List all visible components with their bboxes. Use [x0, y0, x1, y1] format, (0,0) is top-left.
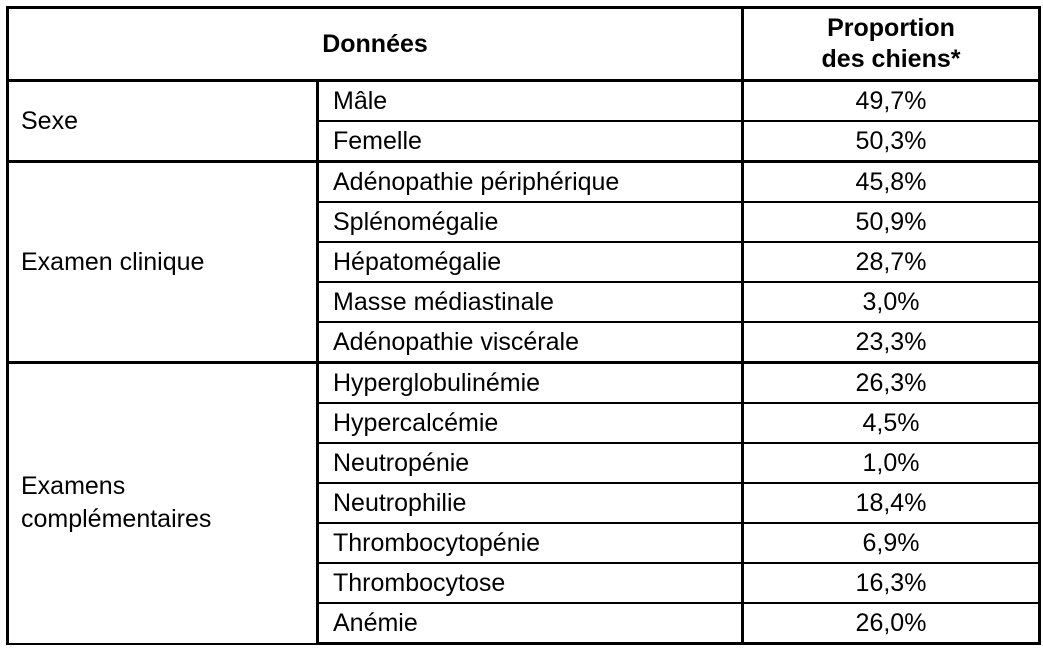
- row-value: 28,7%: [743, 242, 1040, 282]
- row-item: Mâle: [318, 81, 743, 122]
- row-item: Thrombocytose: [318, 563, 743, 603]
- header-row: [8, 8, 1040, 81]
- row-value: 1,0%: [743, 443, 1040, 483]
- row-item: Masse médiastinale: [318, 282, 743, 322]
- table-row: [8, 363, 1040, 404]
- row-value: 26,0%: [743, 603, 1040, 644]
- row-value: 18,4%: [743, 483, 1040, 523]
- header-proportion-line1: Proportion: [827, 14, 955, 42]
- row-item: Anémie: [318, 603, 743, 644]
- group-label-sexe: Sexe: [8, 81, 318, 162]
- row-value: 50,3%: [743, 121, 1040, 162]
- row-value: 4,5%: [743, 403, 1040, 443]
- row-value: 26,3%: [743, 363, 1040, 404]
- group-label-line2: complémentaires: [21, 505, 212, 534]
- row-value: 16,3%: [743, 563, 1040, 603]
- row-value: 49,7%: [743, 81, 1040, 122]
- group-label-examens-complementaires: [8, 363, 318, 644]
- row-item: Hypercalcémie: [318, 403, 743, 443]
- header-proportion: [743, 8, 1040, 81]
- row-item: Hépatomégalie: [318, 242, 743, 282]
- header-donnees: Données: [8, 8, 743, 81]
- row-item: Adénopathie viscérale: [318, 322, 743, 363]
- table-row: [8, 81, 1040, 122]
- row-value: 50,9%: [743, 202, 1040, 242]
- row-item: Femelle: [318, 121, 743, 162]
- header-proportion-line2: des chiens*: [821, 45, 961, 73]
- row-value: 3,0%: [743, 282, 1040, 322]
- row-value: 6,9%: [743, 523, 1040, 563]
- row-item: Thrombocytopénie: [318, 523, 743, 563]
- row-item: Splénomégalie: [318, 202, 743, 242]
- row-value: 23,3%: [743, 322, 1040, 363]
- data-table: [6, 6, 1041, 645]
- row-item: Neutropénie: [318, 443, 743, 483]
- row-item: Neutrophilie: [318, 483, 743, 523]
- group-label-examen-clinique: Examen clinique: [8, 162, 318, 363]
- row-item: Hyperglobulinémie: [318, 363, 743, 404]
- row-item: Adénopathie périphérique: [318, 162, 743, 203]
- row-value: 45,8%: [743, 162, 1040, 203]
- group-label-line1: Examens: [21, 472, 126, 501]
- table-row: [8, 162, 1040, 203]
